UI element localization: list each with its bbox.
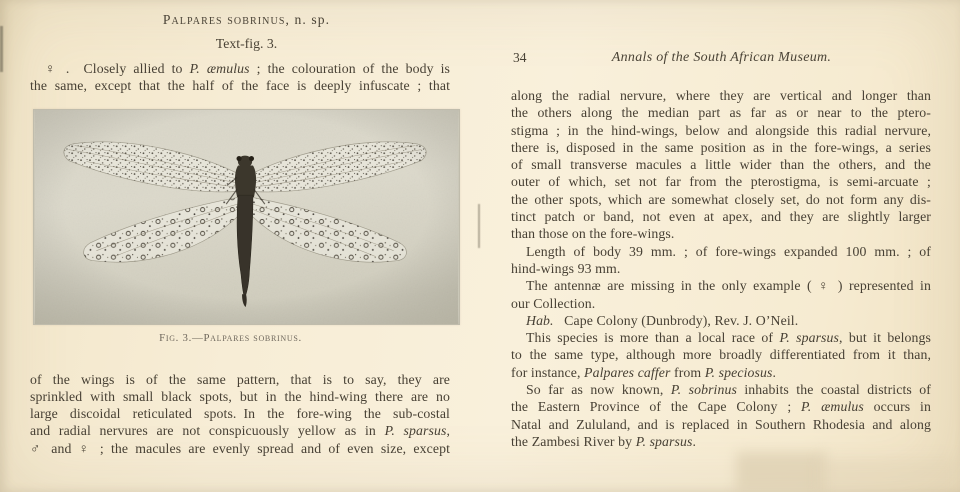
text-line: This species is more than a local race of P. sparsus, but it belongs	[526, 330, 931, 346]
text-line: of the wings is of the same pattern, that is to say, they are	[30, 371, 450, 387]
text-line: sprinkled with small black spots, but in the hind-wing there are no	[30, 388, 450, 404]
running-title: Annals of the South African Museum.	[611, 50, 832, 65]
text-line: and radial nervures are not conspicuously yellow as in P. sparsus,	[30, 423, 450, 439]
page-edge-mark	[0, 26, 3, 72]
text-line: large discoidal reticulated spots. In the fore-wing the sub-costal	[30, 406, 450, 422]
text-line: The antennæ are missing in the only example ( ♀ ) represented in	[526, 278, 931, 294]
text-line: Length of body 39 mm. ; of fore-wings expanded 100 mm. ; of	[526, 243, 931, 259]
text-line: to the same type, although more broadly differentiated from it than,	[511, 347, 931, 363]
text-line: Natal and Zululand, and is replaced in Southern Rhodesia and along	[511, 416, 931, 432]
figure-plate	[33, 109, 460, 325]
text-line: for instance, Palpares caffer from P. speciosus.	[511, 364, 777, 380]
description-paragraph-bottom	[30, 371, 450, 457]
textfig-subheading: Text-fig. 3.	[215, 36, 278, 51]
antlion-illustration	[34, 110, 459, 324]
species-suffix: n. sp.	[289, 12, 331, 27]
text-line: the Zambesi River by P. sparsus.	[511, 433, 697, 449]
page-number: 34	[513, 50, 527, 65]
gutter-fold-mark	[478, 204, 480, 248]
text-line: the others along the median part as far as or near to the ptero-	[511, 105, 931, 121]
text-line: Hab. Cape Colony (Dunbrody), Rev. J. O’Neil.	[526, 312, 799, 328]
text-line: outer of which, set not far from the pterostigma, is semi-arcuate ;	[511, 174, 931, 190]
figure-caption: Fig. 3.—Palpares sobrinus.	[159, 331, 302, 344]
text-line: ♀ . Closely allied to P. æmulus ; the colouration of the body is	[45, 61, 450, 76]
scan-smudge	[736, 452, 826, 492]
text-line: hind-wings 93 mm.	[511, 260, 621, 276]
text-line: than those on the fore-wings.	[511, 226, 675, 242]
plate-vignette	[35, 110, 458, 324]
right-page	[511, 50, 932, 450]
scan-smudge	[820, 458, 960, 492]
text-line: our Collection.	[511, 295, 596, 311]
body-text	[511, 87, 931, 450]
text-line: of small transverse macules a little wider than the others, and the	[511, 157, 931, 173]
text-line: stigma ; in the hind-wings, below and alongside this radial nervure,	[511, 122, 931, 138]
text-line: the other spots, which are somewhat closely set, do not form any dis-	[511, 191, 931, 207]
running-header	[511, 50, 932, 68]
text-line: the same, except that the half of the face is deeply infuscate ; that	[30, 78, 450, 94]
text-line: the Eastern Province of the Cape Colony ; P. æmulus occurs in	[511, 399, 931, 415]
left-page	[30, 6, 463, 457]
text-line: So far as now known, P. sobrinus inhabits the coastal districts of	[526, 382, 931, 398]
text-line: ♂ and ♀ ; the macules are evenly spread and of even size, except	[30, 440, 450, 456]
text-line: along the radial nervure, where they are vertical and longer than	[511, 88, 931, 103]
text-line: there is, disposed in the same position as in the fore-wings, a series	[511, 139, 931, 155]
text-line: tinct patch or band, not even at apex, and they are slightly larger	[511, 209, 931, 225]
species-heading	[30, 12, 463, 28]
description-paragraph-top	[30, 60, 450, 95]
species-name: Palpares sobrinus,	[162, 12, 290, 27]
